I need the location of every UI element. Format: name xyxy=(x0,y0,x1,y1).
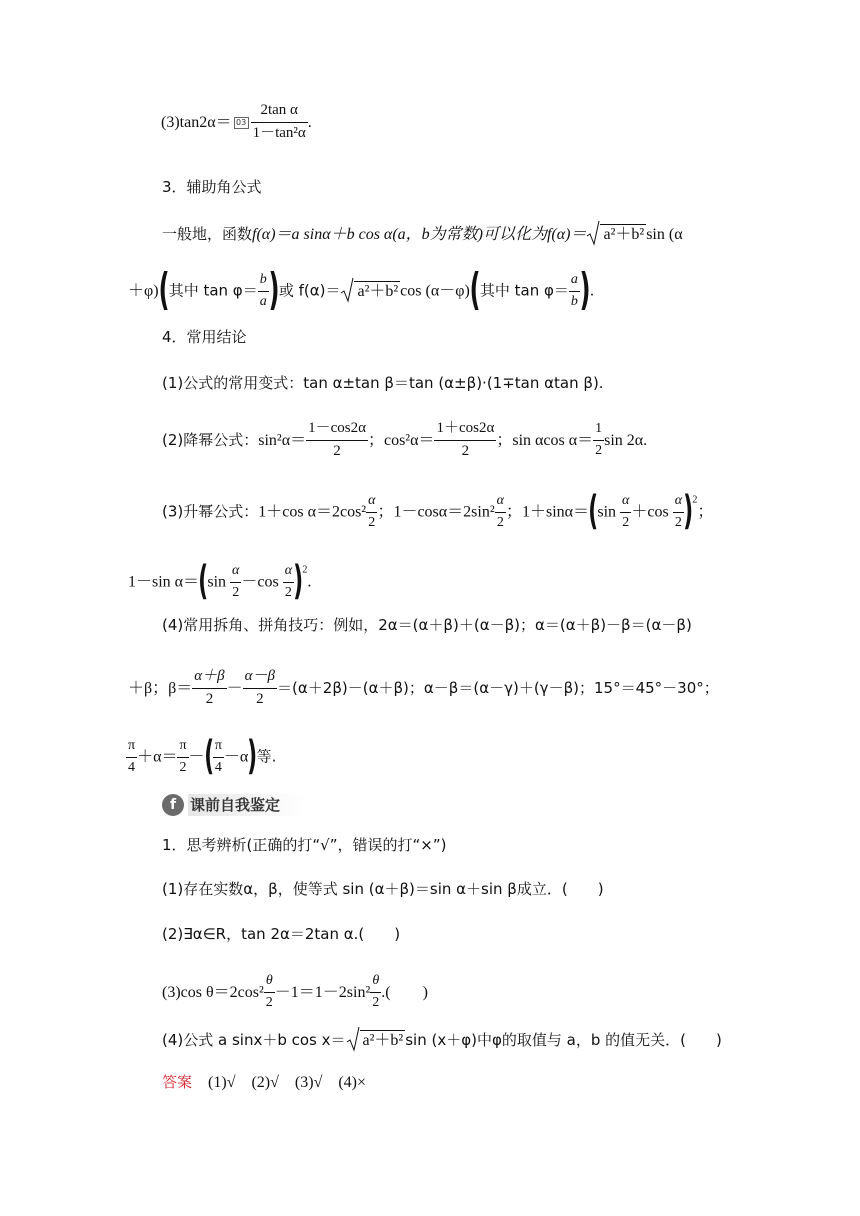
f-badge-icon: f xyxy=(162,794,184,816)
right-brace-icon: ) xyxy=(268,264,280,315)
sqrt-radical: a²＋b² xyxy=(586,224,646,243)
answer-blank-tag: 03 xyxy=(234,117,249,129)
radical-sign-icon xyxy=(340,277,354,303)
section-banner xyxy=(162,794,307,818)
left-brace-icon: ( xyxy=(469,264,481,315)
banner-title: 课前自我鉴定 xyxy=(188,794,306,816)
conclusion-4-line-3: $\frac{\pi}{4}$ ＋α＝ $\frac{\pi}{2}$ －( $\frac{\pi}{4}$ －α)等. xyxy=(128,733,277,779)
conclusion-4-line-1: (4)常用拆角、拼角技巧：例如，2α＝(α＋β)＋(α－β)；α＝(α＋β)－β＝(α－β) xyxy=(162,616,692,634)
left-paren-icon: ( xyxy=(203,733,214,779)
answer-values: (1)√ (2)√ (3)√ (4)× xyxy=(208,1074,367,1091)
aux-line-1: 一般地，函数f(α)＝a sinα＋b cos α(a，b为常数)可以化为f(α)＝ a²＋b² sin (α xyxy=(162,224,683,243)
radical-sign-icon xyxy=(346,1026,360,1052)
answer-label: 答案 xyxy=(162,1073,193,1091)
right-brace-icon: ) xyxy=(579,264,591,315)
tan2-formula: (3)tan2α＝ 03 $\frac{\text{2tan α}}{\text{1－tan²α}}$ . xyxy=(161,102,312,141)
left-paren-icon: ( xyxy=(198,558,209,604)
tan2-fraction: $\frac{\text{2tan α}}{\text{1－tan²α}}$ xyxy=(252,102,306,141)
right-paren-icon: ) xyxy=(293,558,304,604)
question-1: (1)存在实数α，β，使等式 sin (α＋β)＝sin α＋sin β成立．( ) xyxy=(162,880,604,898)
question-heading: 1．思考辨析(正确的打“√”，错误的打“×”) xyxy=(162,836,447,854)
left-paren-icon: ( xyxy=(588,488,599,534)
question-4: (4)公式 a sinx＋b cos x＝ a²＋b² sin (x＋φ)中φ的取值与 a，b 的值无关．( ) xyxy=(162,1030,722,1049)
conclusion-2: (2)降幂公式：sin²α＝ $\frac{1-\cos 2\alpha}{2}$ ；cos²α＝ $\frac{1+\cos 2\alpha}{2}$ ；sin αcos α＝ $\frac{1}{2}$ sin 2α. xyxy=(162,420,648,459)
left-brace-icon: ( xyxy=(158,264,170,315)
right-paren-icon: ) xyxy=(683,488,694,534)
conclusion-3-line-2: 1－sin α＝(sin $\frac{\alpha}{2}$ －cos $\frac{\alpha}{2}$ )$^2$. xyxy=(128,558,312,604)
conclusion-4-line-2: ＋β；β＝ $\frac{\alpha+\beta}{2}$ － $\frac{\alpha-\beta}{2}$ ＝(α＋2β)－(α＋β)；α－β＝(α－γ)＋(γ－β)；15°＝45°－30°； xyxy=(128,668,719,707)
answer-line xyxy=(162,1075,366,1091)
right-paren-icon: ) xyxy=(247,733,258,779)
conclusion-1: (1)公式的常用变式：tan α±tan β＝tan (α±β)·(1∓tan αtan β). xyxy=(162,374,604,392)
aux-line-2: ＋φ)(其中 tan φ＝ $\frac{b}{a}$ )或 f(α)＝ a²＋b² cos (α－φ)(其中 tan φ＝ $\frac{a}{b}$ ). xyxy=(128,264,595,315)
section-4-heading: 4．常用结论 xyxy=(162,328,247,346)
radical-sign-icon xyxy=(586,220,600,246)
question-3: (3)cos θ＝2cos² $\frac{\theta}{2}$ －1＝1－2sin² $\frac{\theta}{2}$ .( ) xyxy=(162,973,428,1010)
question-2: (2)∃α∈R，tan 2α＝2tan α.( ) xyxy=(162,925,401,943)
section-3-heading: 3．辅助角公式 xyxy=(162,178,262,196)
conclusion-3: (3)升幂公式：1＋cos α＝2cos² $\frac{\alpha}{2}$ ；1－cosα＝2sin² $\frac{\alpha}{2}$ ；1＋sinα＝(sin $\frac{\alpha}{2}$ ＋cos $\frac{\alpha}{2}$ )$^2$； xyxy=(162,488,714,534)
